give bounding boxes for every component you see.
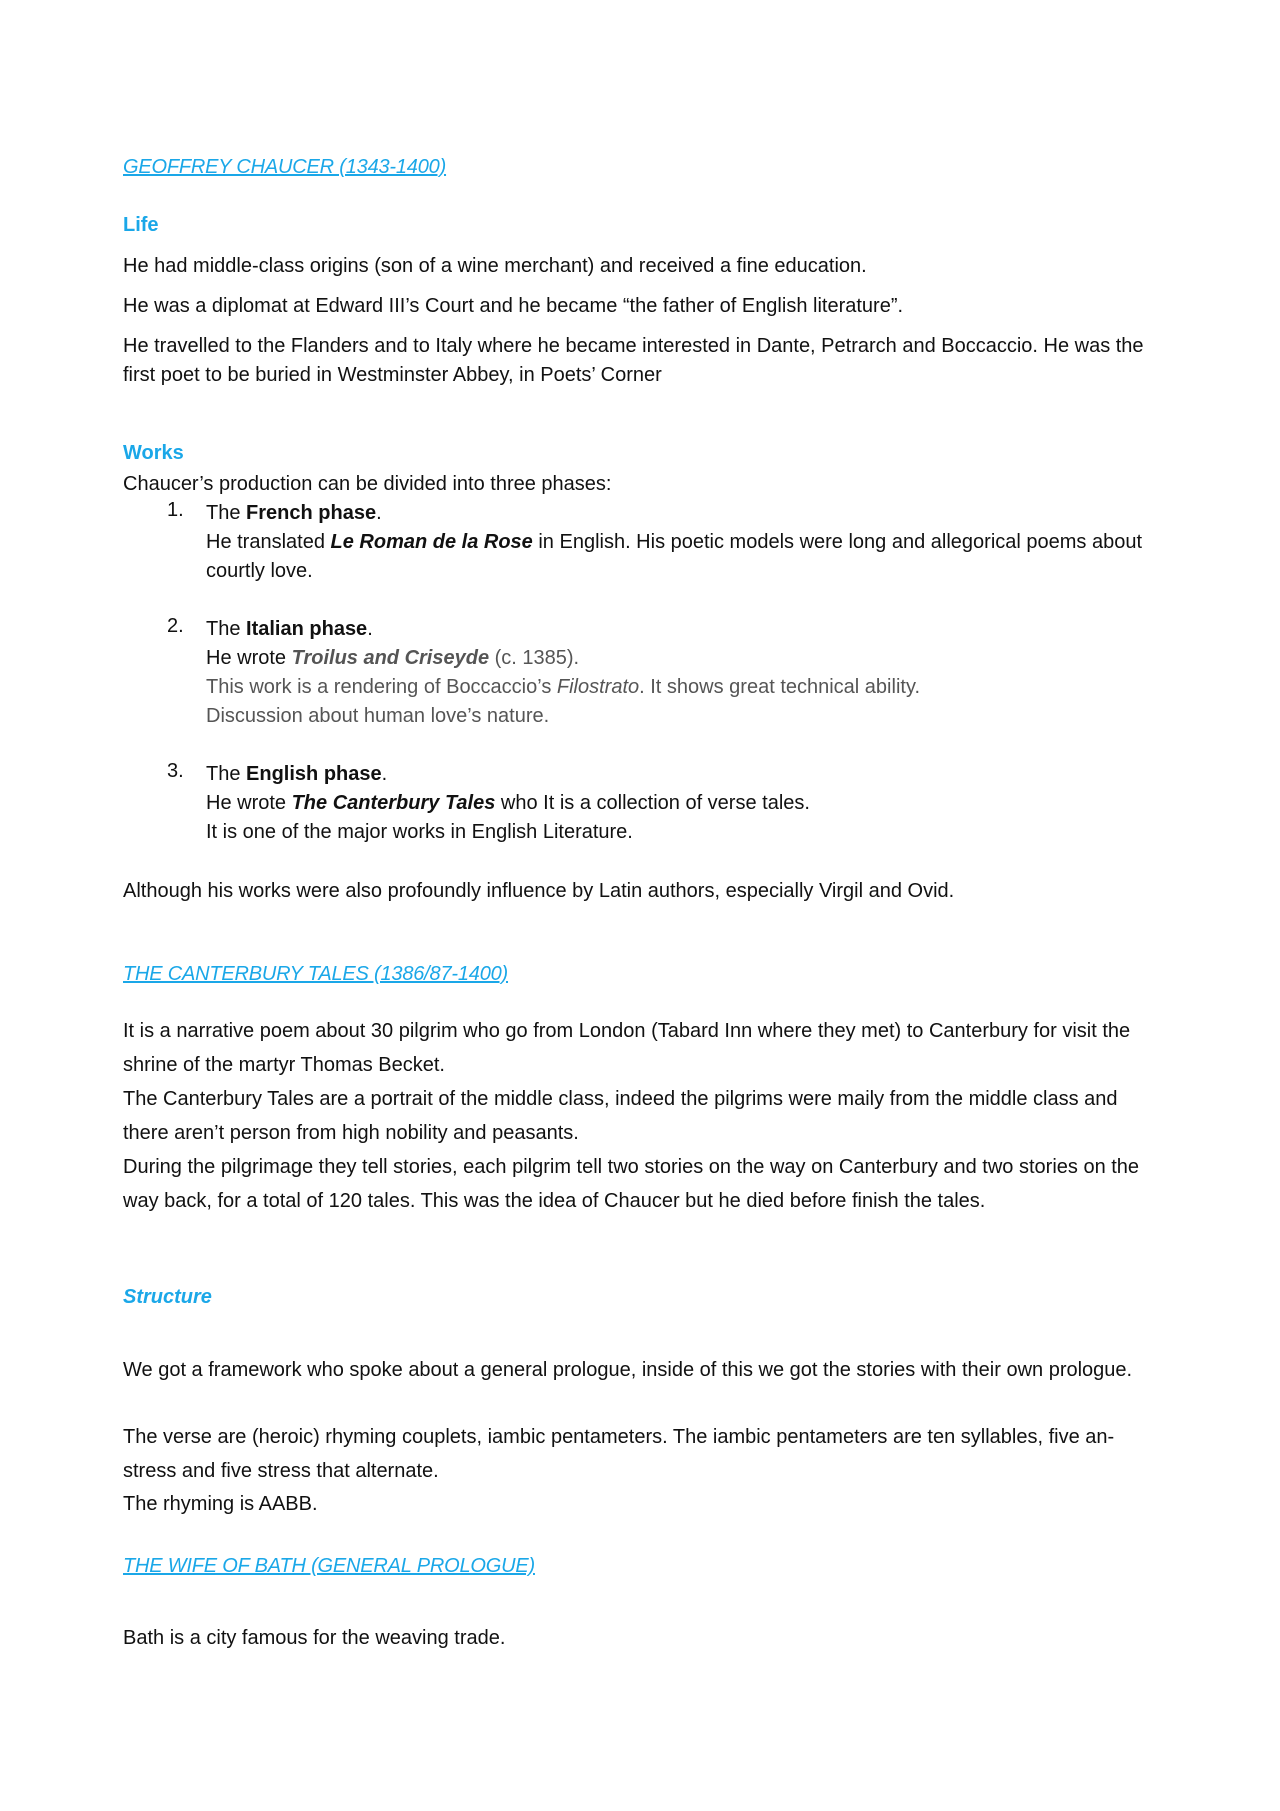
phase-2-name: Italian phase xyxy=(246,618,368,640)
work-title-troilus: Troilus and Criseyde xyxy=(291,647,490,669)
canterbury-paragraph-1: It is a narrative poem about 30 pilgrim who go from London (Tabard Inn where they met) to Canterbury for visit the shrine of the martyr Thomas Becket. xyxy=(123,1020,1131,1076)
wife-paragraph-1: Bath is a city famous for the weaving trade. xyxy=(123,1627,506,1649)
work-title-canterbury-tales: The Canterbury Tales xyxy=(291,792,496,814)
works-outro: Although his works were also profoundly influence by Latin authors, especially Virgil and Ovid. xyxy=(123,880,955,902)
phase-2-heading: The Italian phase. xyxy=(206,618,373,640)
structure-paragraph-2: The verse are (heroic) rhyming couplets, iambic pentameters. The iambic pentameters are ten syllables, five an-stress and five stress that alternate. xyxy=(123,1426,1115,1482)
heading-life: Life xyxy=(123,214,159,236)
work-title-roman-de-la-rose: Le Roman de la Rose xyxy=(330,531,533,553)
works-intro: Chaucer’s production can be divided into three phases: xyxy=(123,473,612,495)
title-wife-of-bath: THE WIFE OF BATH (GENERAL PROLOGUE) xyxy=(123,1555,535,1577)
heading-works: Works xyxy=(123,442,184,464)
phase-3-heading: The English phase. xyxy=(206,763,388,785)
phase-1-name: French phase xyxy=(246,502,377,524)
phase-2-line-3: Discussion about human love’s nature. xyxy=(206,705,550,727)
work-title-filostrato: Filostrato xyxy=(556,676,640,698)
phase-2-item xyxy=(206,615,1166,731)
phase-1-item xyxy=(206,499,1166,586)
phase-1-heading: The French phase. xyxy=(206,502,382,524)
phase-1-description: He translated Le Roman de la Rose in English. His poetic models were long and allegorical poems about courtly love. xyxy=(206,531,1143,582)
canterbury-paragraph-2: The Canterbury Tales are a portrait of the middle class, indeed the pilgrims were maily from the middle class and there aren’t person from high nobility and peasants. xyxy=(123,1088,1118,1144)
structure-paragraph-3: The rhyming is AABB. xyxy=(123,1493,318,1515)
life-paragraph-2: He was a diplomat at Edward III’s Court and he became “the father of English literature”. xyxy=(123,295,904,317)
phase-2-line-1: He wrote Troilus and Criseyde (c. 1385). xyxy=(206,647,580,669)
structure-paragraph-1: We got a framework who spoke about a general prologue, inside of this we got the stories with their own prologue. xyxy=(123,1359,1133,1381)
list-number-2: 2. xyxy=(167,615,184,637)
title-canterbury-tales: THE CANTERBURY TALES (1386/87-1400) xyxy=(123,963,509,985)
canterbury-paragraph-3: During the pilgrimage they tell stories, each pilgrim tell two stories on the way on Canterbury and two stories on the way back, for a total of 120 tales. This was the idea of Chaucer but he died before finish the tales. xyxy=(123,1156,1140,1212)
list-number-3: 3. xyxy=(167,760,184,782)
heading-structure: Structure xyxy=(123,1286,212,1308)
phase-3-line-2: It is one of the major works in English Literature. xyxy=(206,821,633,843)
life-paragraph-3: He travelled to the Flanders and to Italy where he became interested in Dante, Petrarch and Boccaccio. He was the first poet to be buried in Westminster Abbey, in Poets’ Corner xyxy=(123,335,1144,386)
title-chaucer: GEOFFREY CHAUCER (1343-1400) xyxy=(123,156,447,178)
life-paragraph-1: He had middle-class origins (son of a wine merchant) and received a fine education. xyxy=(123,255,867,277)
phase-3-name: English phase xyxy=(246,763,382,785)
phase-2-line-2: This work is a rendering of Boccaccio’s Filostrato. It shows great technical ability. xyxy=(206,676,921,698)
phase-3-item xyxy=(206,760,1166,847)
list-number-1: 1. xyxy=(167,499,184,521)
phase-3-line-1: He wrote The Canterbury Tales who It is a collection of verse tales. xyxy=(206,792,810,814)
